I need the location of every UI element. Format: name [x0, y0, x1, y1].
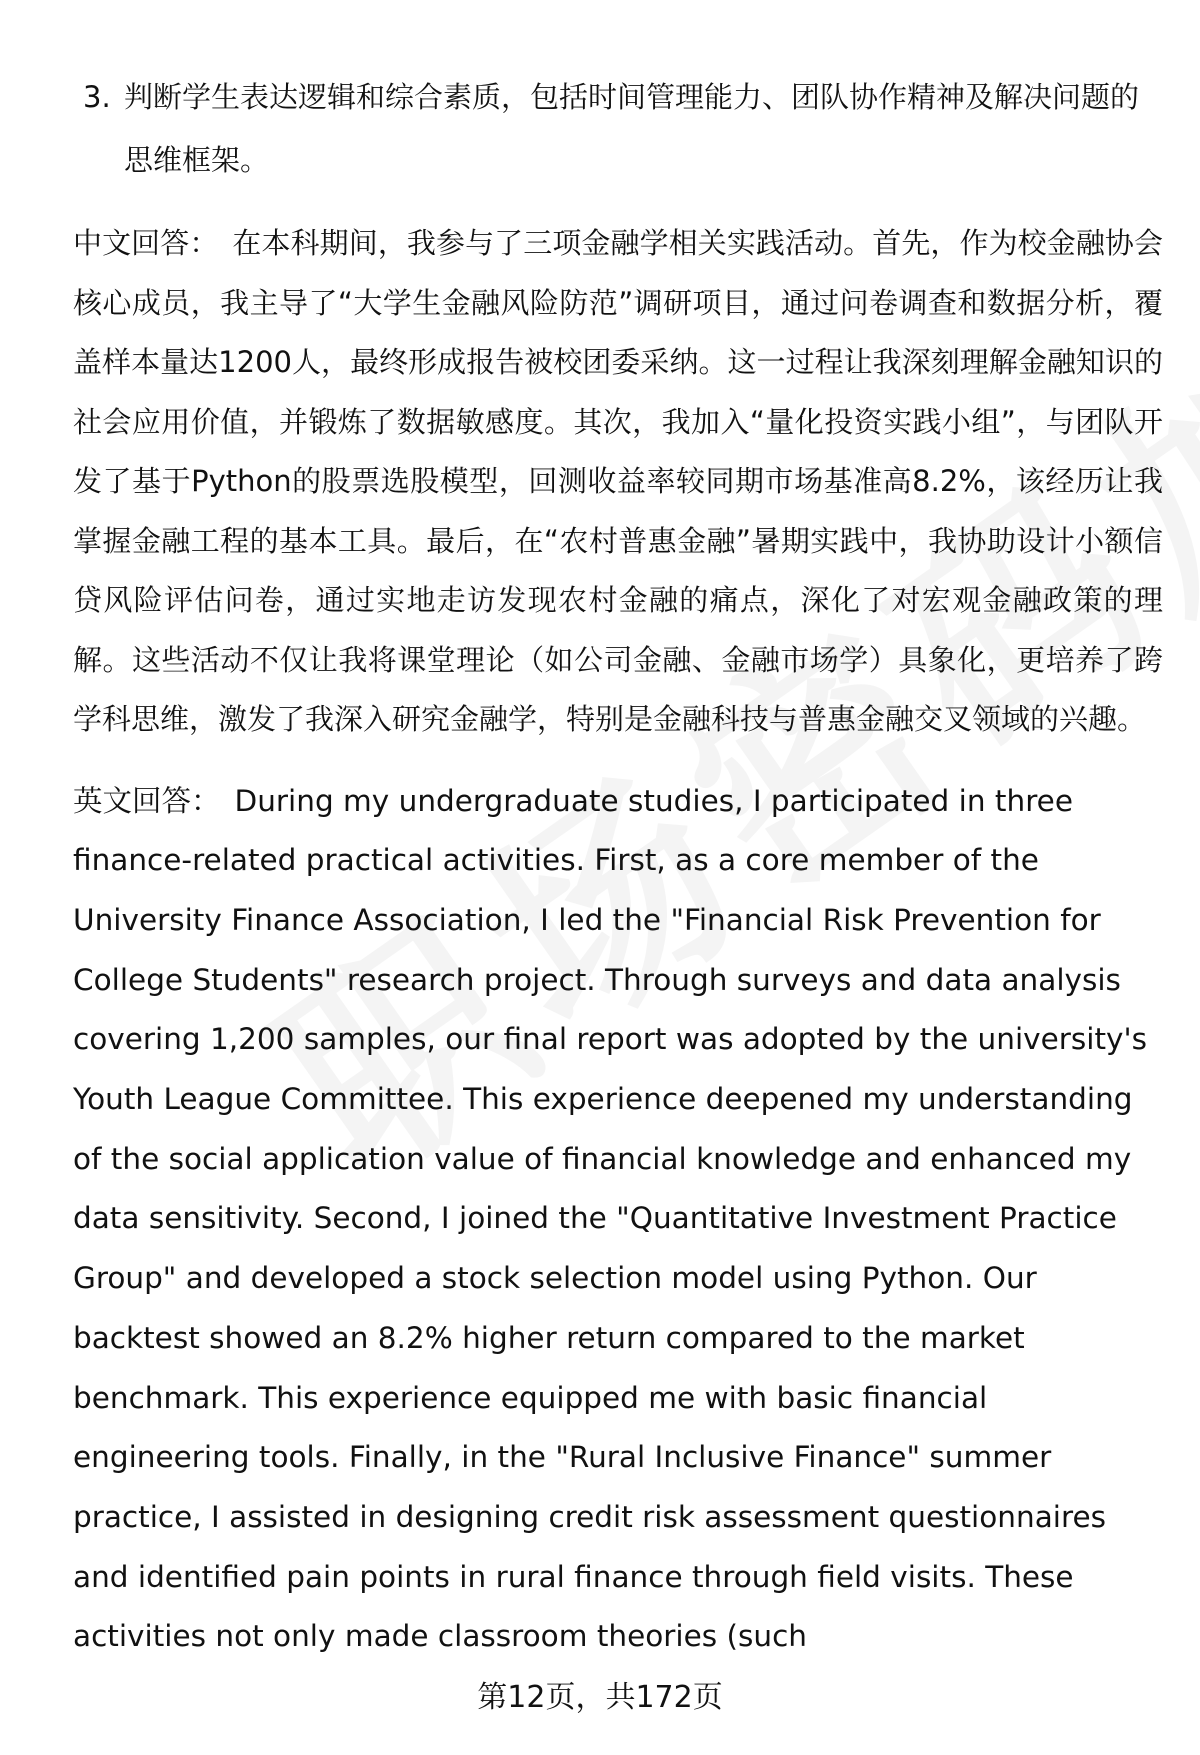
english-answer-paragraph [73, 772, 1163, 1668]
list-text: 判断学生表达逻辑和综合素质，包括时间管理能力、团队协作精神及解决问题的思维框架。 [124, 80, 1140, 177]
page-content [73, 66, 1163, 1667]
english-answer-text: During my undergraduate studies, I participated in three finance-related practical activities. First, as a core member of the University Finance Association, I led the "Financial Risk Prevention for College Students" research project. Through surveys and data analysis covering 1,200 samples, our final report was adopted by the university's Youth League Committee. This experience deepened my understanding of the social application value of financial knowledge and enhanced my data sensitivity. Second, I joined the "Quantitative Investment Practice Group" and developed a stock selection model using Python. Our backtest showed an 8.2% higher return compared to the market benchmark. This experience equipped me with basic financial engineering tools. Finally, in the "Rural Inclusive Finance" summer practice, I assisted in designing credit risk assessment questionnaires and identified pain points in rural finance through field visits. These activities not only made classroom theories (such [73, 783, 1147, 1654]
page-number: 第12页，共172页 [477, 1680, 723, 1715]
english-answer-label: 英文回答： [73, 783, 221, 818]
chinese-answer-label: 中文回答： [73, 226, 219, 260]
list-item-3 [83, 66, 1163, 192]
chinese-answer-paragraph [73, 214, 1163, 750]
chinese-answer-text: 在本科期间，我参与了三项金融学相关实践活动。首先，作为校金融协会核心成员，我主导了“大学生金融风险防范”调研项目，通过问卷调查和数据分析，覆盖样本量达1200人，最终形成报告被校团委采纳。这一过程让我深刻理解金融知识的社会应用价值，并锻炼了数据敏感度。其次，我加入“量化投资实践小组”，与团队开发了基于Python的股票选股模型，回测收益率较同期市场基准高8.2%，该经历让我掌握金融工程的基本工具。最后，在“农村普惠金融”暑期实践中，我协助设计小额信贷风险评估问卷，通过实地走访发现农村金融的痛点，深化了对宏观金融政策的理解。这些活动不仅让我将课堂理论（如公司金融、金融市场学）具象化，更培养了跨学科思维，激发了我深入研究金融学，特别是金融科技与普惠金融交叉领域的兴趣。 [73, 226, 1163, 736]
list-number: 3. [83, 80, 111, 114]
page-footer [0, 1672, 1200, 1716]
